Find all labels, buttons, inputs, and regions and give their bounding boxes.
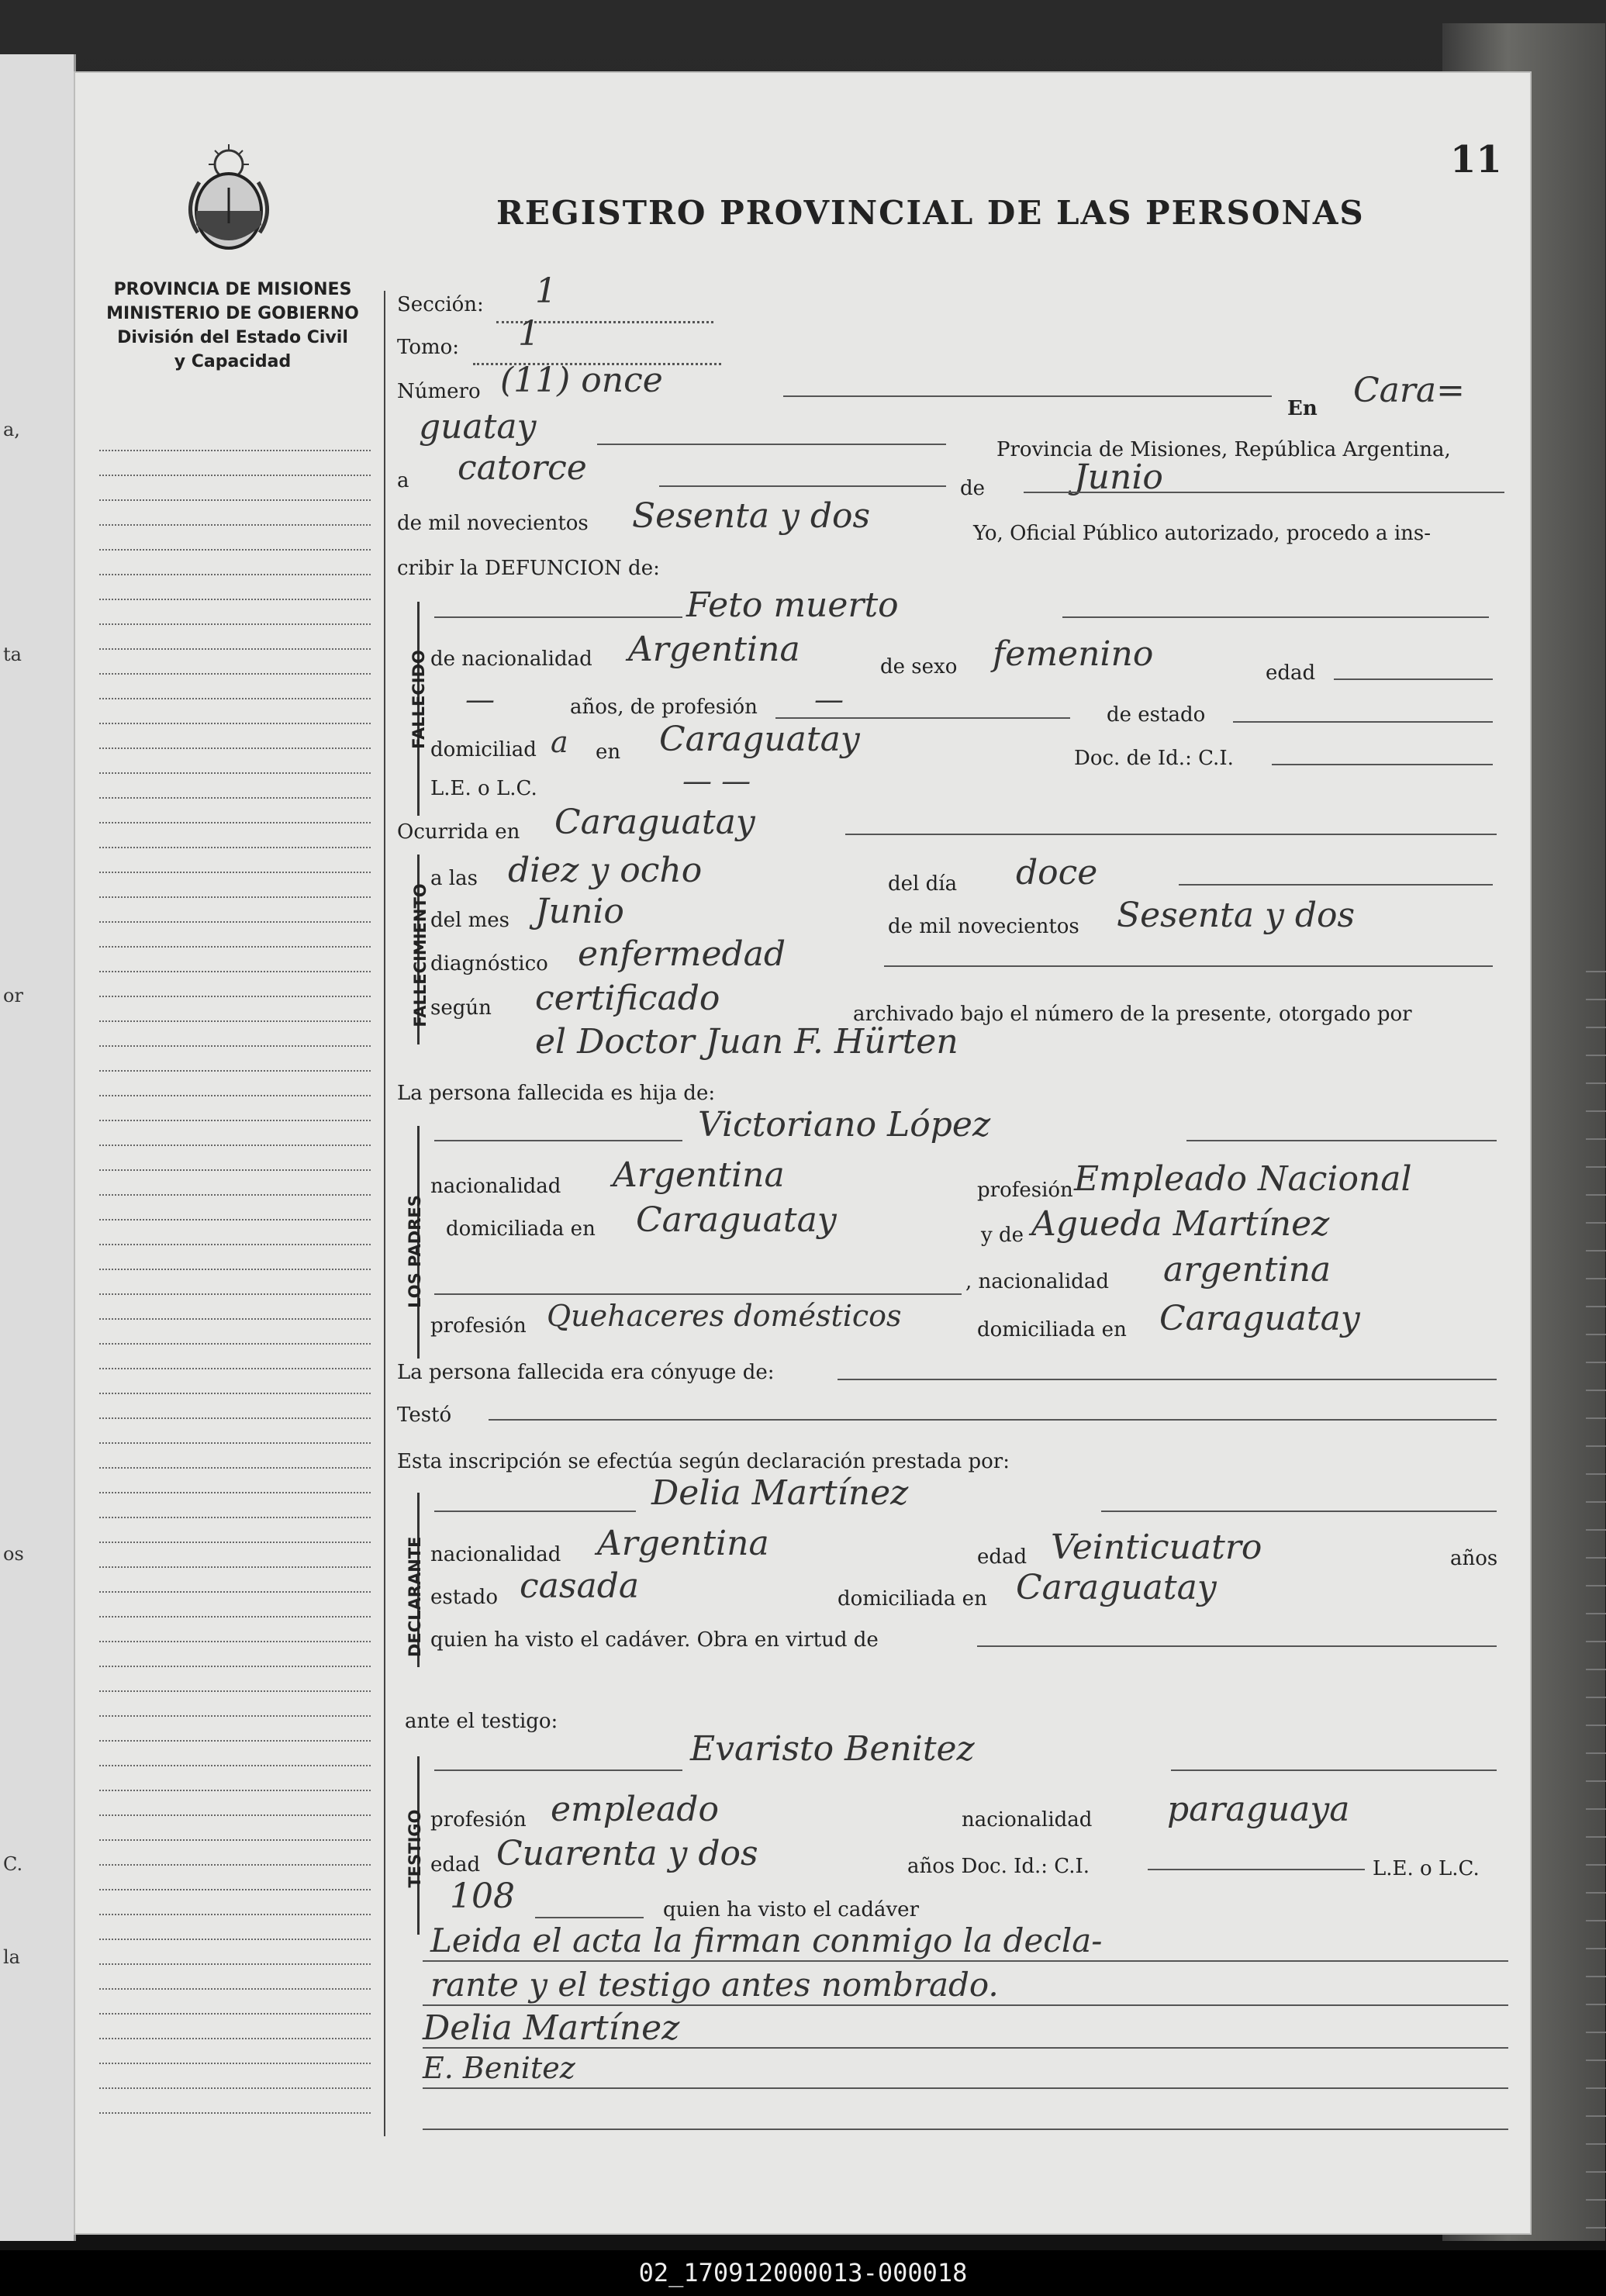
field-line [659, 485, 946, 487]
padre-profesion-value: Empleado Nacional [1074, 1159, 1412, 1199]
coat-of-arms-icon [182, 140, 275, 256]
domiciliada-suffix-value: a [551, 725, 568, 759]
padre-value: Victoriano López [698, 1105, 991, 1145]
madre-nacionalidad-label: , nacionalidad [965, 1270, 1109, 1293]
left-fragment: ta [3, 644, 22, 665]
numero-label: Número [397, 380, 481, 403]
field-line [1171, 1769, 1497, 1771]
mes-value: Junio [1074, 457, 1163, 497]
del-mes-value: Junio [535, 892, 624, 931]
field-line [423, 2004, 1508, 2006]
field-line [434, 1293, 962, 1295]
section-label-padres: LOS PADRES [406, 1195, 424, 1308]
cribir-text: cribir la DEFUNCION de: [397, 557, 660, 580]
test-quien-label: quien ha visto el cadáver [663, 1898, 920, 1921]
ano-value: Sesenta y dos [632, 496, 871, 536]
le-blank-value: — — [682, 764, 751, 798]
diagnostico-value: enfermedad [578, 934, 786, 974]
test-anos-label: años Doc. Id.: C.I. [907, 1855, 1090, 1878]
test-nacionalidad-label: nacionalidad [962, 1808, 1093, 1832]
edad-label: edad [1266, 661, 1316, 685]
tomo-value: 1 [518, 314, 540, 354]
left-fragment: or [3, 985, 23, 1006]
note-line-1: Leida el acta la firman conmigo la decla- [430, 1921, 1103, 1959]
field-line [489, 1419, 1497, 1421]
margin-divider [384, 291, 385, 2136]
de-mil-ano-value: Sesenta y dos [1117, 896, 1356, 935]
field-line [423, 2129, 1508, 2130]
left-fragment: os [3, 1543, 24, 1565]
authority-line: y Capacidad [174, 352, 292, 371]
de-mil2-label: de mil novecientos [888, 915, 1079, 938]
left-fragment: a, [3, 419, 20, 440]
field-line [1062, 616, 1489, 618]
test-profesion-value: empleado [551, 1790, 719, 1829]
section-label-fallecido: FALLECIDO [409, 650, 428, 749]
a-las-value: diez y ocho [508, 851, 703, 890]
anos-profesion-label: años, de profesión [570, 696, 758, 719]
en-place-value-1: Cara= [1353, 371, 1466, 410]
nacionalidad-value: Argentina [628, 630, 800, 669]
declarante-value: Delia Martínez [651, 1473, 909, 1513]
seccion-label: Sección: [397, 293, 484, 316]
authority-line: División del Estado Civil [117, 328, 348, 347]
profesion-blank-value: — [814, 682, 844, 716]
domiciliad-label: domiciliad [430, 738, 537, 761]
page-title: REGISTRO PROVINCIAL DE LAS PERSONAS [496, 194, 1365, 232]
ocurrida-label: Ocurrida en [397, 820, 520, 844]
hija-de-label: La persona fallecida es hija de: [397, 1082, 716, 1105]
field-line [1272, 764, 1493, 765]
test-edad-label: edad [430, 1853, 481, 1877]
numero-value: (11) once [500, 361, 663, 400]
segun-value: certificado [535, 979, 720, 1018]
field-line [423, 2087, 1508, 2089]
testigo-value: Evaristo Benitez [690, 1729, 975, 1769]
y-de-label: y de [981, 1224, 1024, 1247]
diagnostico-label: diagnóstico [430, 952, 548, 975]
left-fragment: C. [3, 1853, 23, 1875]
section-label-testigo: TESTIGO [406, 1809, 424, 1888]
testo-label: Testó [397, 1403, 452, 1427]
decl-edad-label: edad [977, 1545, 1027, 1569]
decl-domiciliada-label: domiciliada en [838, 1587, 987, 1611]
de-sexo-label: de sexo [880, 655, 958, 678]
madre-profesion-label: profesión [430, 1314, 527, 1338]
yo-oficial-text: Yo, Oficial Público autorizado, procedo a ins- [973, 522, 1432, 545]
en-label: En [1287, 397, 1318, 420]
field-line [535, 1917, 644, 1918]
issuing-authority [89, 278, 376, 374]
field-line [775, 717, 1070, 719]
de-estado-label: de estado [1107, 703, 1206, 727]
del-dia-value: doce [1016, 853, 1098, 893]
le-lc-label: L.E. o L.C. [430, 777, 537, 800]
estado-value: casada [520, 1566, 640, 1606]
field-line [977, 1645, 1497, 1647]
left-fragment: la [3, 1946, 20, 1968]
madre-value: Agueda Martínez [1031, 1204, 1330, 1244]
padre-nacionalidad-value: Argentina [613, 1155, 785, 1195]
adjacent-page [0, 54, 76, 2241]
dia-letras-value: catorce [458, 448, 587, 488]
field-line [1233, 721, 1493, 723]
field-line [845, 834, 1497, 835]
del-dia-label: del día [888, 872, 958, 896]
decl-nacionalidad-value: Argentina [597, 1524, 769, 1563]
de-mil-label: de mil novecientos [397, 512, 589, 535]
decl-edad-value: Veinticuatro [1051, 1528, 1262, 1567]
page-number: 11 [1450, 138, 1502, 181]
decl-anos-label: años [1450, 1547, 1498, 1570]
madre-nacionalidad-value: argentina [1163, 1250, 1331, 1290]
field-line [434, 1511, 636, 1512]
field-line [1148, 1869, 1365, 1870]
padre-profesion-label: profesión [977, 1179, 1073, 1202]
signature-testigo: E. Benitez [423, 2051, 575, 2085]
image-id-caption: 02_170912000013-000018 [0, 2250, 1606, 2296]
nombre-value: Feto muerto [686, 585, 899, 625]
de-nacionalidad-label: de nacionalidad [430, 647, 592, 671]
doc-id-label: Doc. de Id.: C.I. [1074, 747, 1234, 770]
segun-label: según [430, 996, 492, 1020]
section-label-declarante: DECLARANTE [406, 1536, 424, 1657]
sexo-value: femenino [993, 634, 1154, 674]
de-label: de [960, 477, 986, 500]
estado-label: estado [430, 1586, 498, 1609]
test-edad-value: Cuarenta y dos [496, 1834, 758, 1873]
field-line [783, 395, 1272, 397]
field-line [434, 1140, 682, 1141]
field-line [597, 444, 946, 445]
a-las-label: a las [430, 867, 478, 890]
padre-domicilio-value: Caraguatay [636, 1200, 837, 1240]
edad-blank-value: — [465, 682, 495, 716]
seccion-value: 1 [535, 271, 557, 311]
madre-domicilio-value: Caraguatay [1159, 1299, 1360, 1338]
padre-domiciliada-label: domiciliada en [446, 1217, 596, 1241]
field-line [1101, 1511, 1497, 1512]
domicilio-value: Caraguatay [659, 720, 860, 759]
del-mes-label: del mes [430, 909, 509, 932]
archivado-text: archivado bajo el número de la presente, otorgado por [853, 1003, 1412, 1026]
en2-label: en [596, 741, 621, 764]
test-le-label: L.E. o L.C. [1373, 1857, 1480, 1880]
madre-profesion-value: Quehaceres domésticos [547, 1299, 902, 1333]
note-line-2: rante y el testigo antes nombrado. [430, 1966, 999, 2004]
field-line [1186, 1140, 1497, 1141]
a-label: a [397, 469, 409, 492]
tomo-label: Tomo: [397, 336, 460, 359]
quien-visto-text: quien ha visto el cadáver. Obra en virtud de [430, 1628, 879, 1652]
authority-line: MINISTERIO DE GOBIERNO [106, 304, 359, 323]
ante-testigo-label: ante el testigo: [405, 1710, 558, 1733]
madre-domiciliada-label: domiciliada en [977, 1318, 1127, 1341]
signature-declarante: Delia Martínez [423, 2008, 680, 2048]
field-line [1024, 492, 1504, 493]
decl-domicilio-value: Caraguatay [1016, 1568, 1217, 1607]
conyuge-label: La persona fallecida era cónyuge de: [397, 1361, 775, 1384]
field-line [434, 616, 682, 618]
test-ci-value: 108 [450, 1877, 515, 1916]
en-place-value-2: guatay [419, 407, 537, 447]
field-line [434, 1769, 682, 1771]
provincia-text: Provincia de Misiones, República Argentina, [996, 438, 1451, 461]
section-label-fallecimiento: FALLECIMIENTO [411, 883, 430, 1027]
field-line [838, 1379, 1497, 1380]
page-edge-lines [1586, 971, 1606, 2250]
field-line [423, 1960, 1508, 1962]
field-line [1179, 884, 1493, 886]
test-nacionalidad-value: paraguaya [1167, 1790, 1350, 1829]
inscripcion-text: Esta inscripción se efectúa según declaración prestada por: [397, 1450, 1010, 1473]
field-line [884, 965, 1493, 967]
test-profesion-label: profesión [430, 1808, 527, 1832]
field-line [423, 2047, 1508, 2049]
field-line [1334, 678, 1493, 680]
ocurrida-value: Caraguatay [554, 803, 755, 842]
authority-line: PROVINCIA DE MISIONES [113, 280, 352, 299]
decl-nacionalidad-label: nacionalidad [430, 1543, 561, 1566]
doctor-value: el Doctor Juan F. Hürten [535, 1022, 958, 1062]
padre-nacionalidad-label: nacionalidad [430, 1175, 561, 1198]
